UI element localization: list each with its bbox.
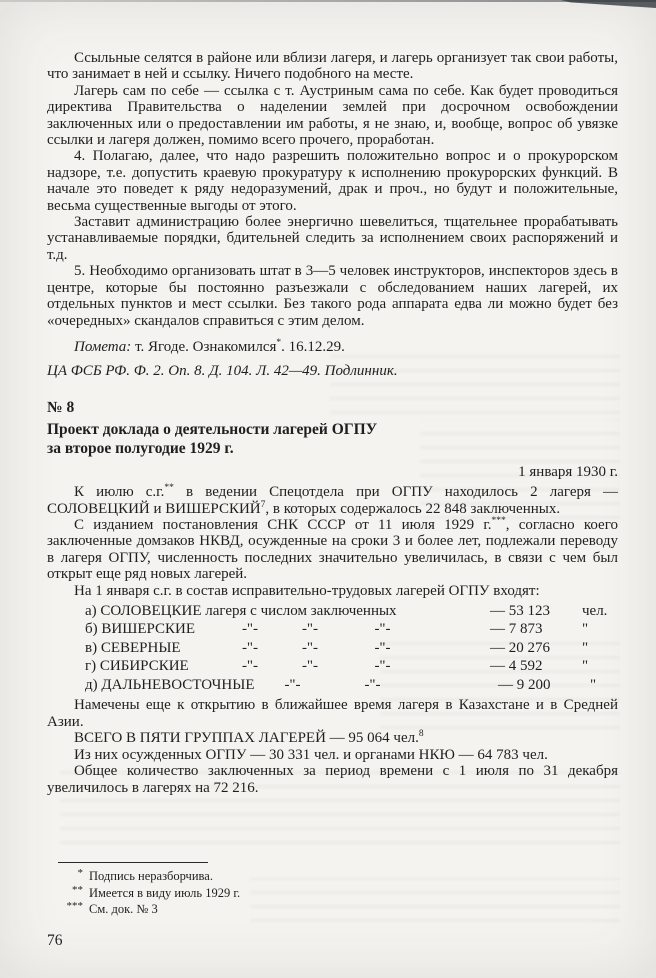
paragraph-camp-and-exile: Лагерь сам по себе — ссылка с т. Аустриным сама по себе. Как будет проводиться директива Правительства о наделении землей при досрочном освобождении заключенных или о предоставлении им работы, я не знаю, и, вообще, вопрос об увязке ссылки и лагеря должен, помимо всего прочего, проработан. xyxy=(47,82,618,149)
scan-top-edge xyxy=(0,0,656,2)
camp-count: — 9 200 xyxy=(498,676,551,693)
paragraph-item-4-prosecutor: 4. Полагаю, далее, что надо разрешить положительно вопрос и о прокурорском надзоре, т.е. допустить краевую прокуратуру к исполнению прокурорских функций. В начале это поведет к ряду недоразумений, драк и проч., но будут и положительные, весьма существенные выгоды от этого. xyxy=(47,148,618,214)
ditto-mark: -"- xyxy=(241,621,259,638)
footnote xyxy=(47,868,618,885)
paragraph-total-increase: Общее количество заключенных за период времени с 1 июля по 31 декабря увеличилось в лагерях на 72 216. xyxy=(47,763,618,796)
doc-number: № 8 xyxy=(47,398,75,416)
text-segment: , в которых содержалось 22 848 заключенных. xyxy=(265,500,561,517)
paragraph-exile-settlement: Ссыльные селятся в районе или вблизи лагеря, и лагерь организует так свои работы, что занимает в ней и ссылку. Ничего подобного на месте. xyxy=(47,50,618,83)
footnote-text: См. док. № 3 xyxy=(89,902,158,916)
table-row xyxy=(47,602,618,621)
text-segment: ВСЕГО В ПЯТИ ГРУППАХ ЛАГЕРЕЙ — 95 064 чел. xyxy=(74,730,419,747)
spacer xyxy=(415,676,498,695)
camp-unit: " xyxy=(582,639,589,656)
footnote xyxy=(47,901,618,918)
footnote-marker-sup: ** xyxy=(164,483,174,494)
camp-count: — 53 123 xyxy=(490,602,550,619)
camp-unit: чел. xyxy=(582,602,608,619)
footnote-block xyxy=(47,862,618,918)
paragraph-two-camps xyxy=(47,484,618,517)
camp-count: — 20 276 xyxy=(490,639,550,656)
text-segment: в ведении Спецотдела при ОГПУ находилось 2 лагеря — СОЛОВЕЦКИЙ и ВИШЕРСКИЙ xyxy=(47,484,618,517)
text-segment: С изданием постановления СНК СССР от 11 июля 1929 г. xyxy=(74,516,492,533)
camp-unit: " xyxy=(582,621,589,638)
ditto-mark: -"- xyxy=(301,639,319,656)
camp-desc: лагеря с числом заключенных xyxy=(205,602,397,619)
camp-count: — 7 873 xyxy=(490,621,543,638)
camp-name: г) СИБИРСКИЕ xyxy=(85,658,189,675)
page-number: 76 xyxy=(47,932,63,949)
paragraph-new-camps-planned: Намечены еще к открытию в ближайшее время лагеря в Казахстане и в Средней Азии. xyxy=(47,697,618,730)
footnote-lines xyxy=(47,868,618,918)
ditto-mark: -"- xyxy=(241,639,259,656)
camp-letter-name: а) СОЛОВЕЦКИЕ xyxy=(85,602,202,619)
ditto-mark: -"- xyxy=(284,676,301,693)
footnote-marker-sup: *** xyxy=(491,515,506,526)
camp-unit: " xyxy=(590,676,597,693)
doc-title-line2: за второе полугодие 1929 г. xyxy=(47,439,234,457)
table-row xyxy=(47,639,618,658)
ditto-mark: -"- xyxy=(374,621,391,638)
ditto-mark: -"- xyxy=(301,658,319,675)
camp-unit: " xyxy=(582,658,589,675)
spacer xyxy=(420,657,490,676)
footnote-marker: * xyxy=(77,867,83,879)
footnote-text: Подпись неразборчива. xyxy=(89,869,213,883)
paragraph-camps-list-intro: На 1 января с.г. в состав исправительно-трудовых лагерей ОГПУ входят: xyxy=(74,582,540,599)
paragraph-convicted-breakdown: Из них осужденных ОГПУ — 30 331 чел. и органами НКЮ — 64 783 чел. xyxy=(74,746,548,763)
footnote-separator xyxy=(58,862,208,863)
footnote-marker: ** xyxy=(72,883,83,896)
camp-count: — 4 592 xyxy=(490,658,543,675)
footnote-marker-sup: * xyxy=(276,337,282,348)
ditto-mark: -"- xyxy=(364,676,381,693)
main-text-block xyxy=(47,50,618,796)
ditto-mark: -"- xyxy=(241,658,259,675)
pometa-text: т. Ягоде. Ознакомился xyxy=(131,338,277,355)
table-row xyxy=(47,657,618,676)
table-row xyxy=(47,620,618,639)
camps-table xyxy=(47,602,618,695)
endnote-marker-sup: 7 xyxy=(260,499,266,510)
pometa-label: Помета: xyxy=(74,338,132,355)
text-segment: К июлю с.г. xyxy=(74,484,165,501)
text-segment: , согласно коего заключенные домзаков НКВД, осужденные на сроки 3 и более лет, подлежали переводу в лагеря ОГПУ, численность последних значительно увеличилась, в связи с чем был открыт еще ряд новых лагерей. xyxy=(47,516,618,583)
paragraph-administration: Заставит администрацию более энергично шевелиться, тщательнее прорабатывать устанавливаемые порядки, бдительней следить за исполнением своих распоряжений и т.д. xyxy=(47,214,618,263)
ditto-mark: -"- xyxy=(301,621,319,638)
pometa-tail: . 16.12.29. xyxy=(281,338,345,355)
footnote xyxy=(47,885,618,902)
camp-name: в) СЕВЕРНЫЕ xyxy=(85,639,181,656)
pometa-note xyxy=(47,339,618,355)
endnote-marker-sup: 8 xyxy=(418,729,424,740)
spacer xyxy=(420,620,490,639)
paragraph-total-all-groups xyxy=(47,730,618,746)
spacer xyxy=(420,639,490,658)
paragraph-snk-decree xyxy=(47,517,618,583)
scan-corner-shadow xyxy=(561,0,656,8)
doc-title-line1: Проект доклада о деятельности лагерей ОГПУ xyxy=(47,420,378,438)
ditto-mark: -"- xyxy=(374,639,391,656)
ditto-mark: -"- xyxy=(374,658,391,675)
table-row xyxy=(47,676,618,695)
doc-date: 1 января 1930 г. xyxy=(518,463,618,480)
camp-name: д) ДАЛЬНЕВОСТОЧНЫЕ xyxy=(85,676,255,693)
doc-title xyxy=(47,420,618,458)
footnote-text: Имеется в виду июль 1929 г. xyxy=(89,885,241,900)
camp-name: б) ВИШЕРСКИЕ xyxy=(85,621,196,638)
paragraph-item-5-staff: 5. Необходимо организовать штат в 3—5 человек инструкторов, инспекторов здесь в центре, которые бы постоянно разъезжали с обследованием наших лагерей, их отдельных пунктов и мест ссылки. Без такого рода аппарата едва ли можно будет без «очередных» скандалов справиться с этим делом. xyxy=(47,263,618,329)
footnote-marker: *** xyxy=(66,900,83,912)
archive-reference: ЦА ФСБ РФ. Ф. 2. Оп. 8. Д. 104. Л. 42—49. Подлинник. xyxy=(47,363,398,380)
camp-name xyxy=(85,602,490,621)
